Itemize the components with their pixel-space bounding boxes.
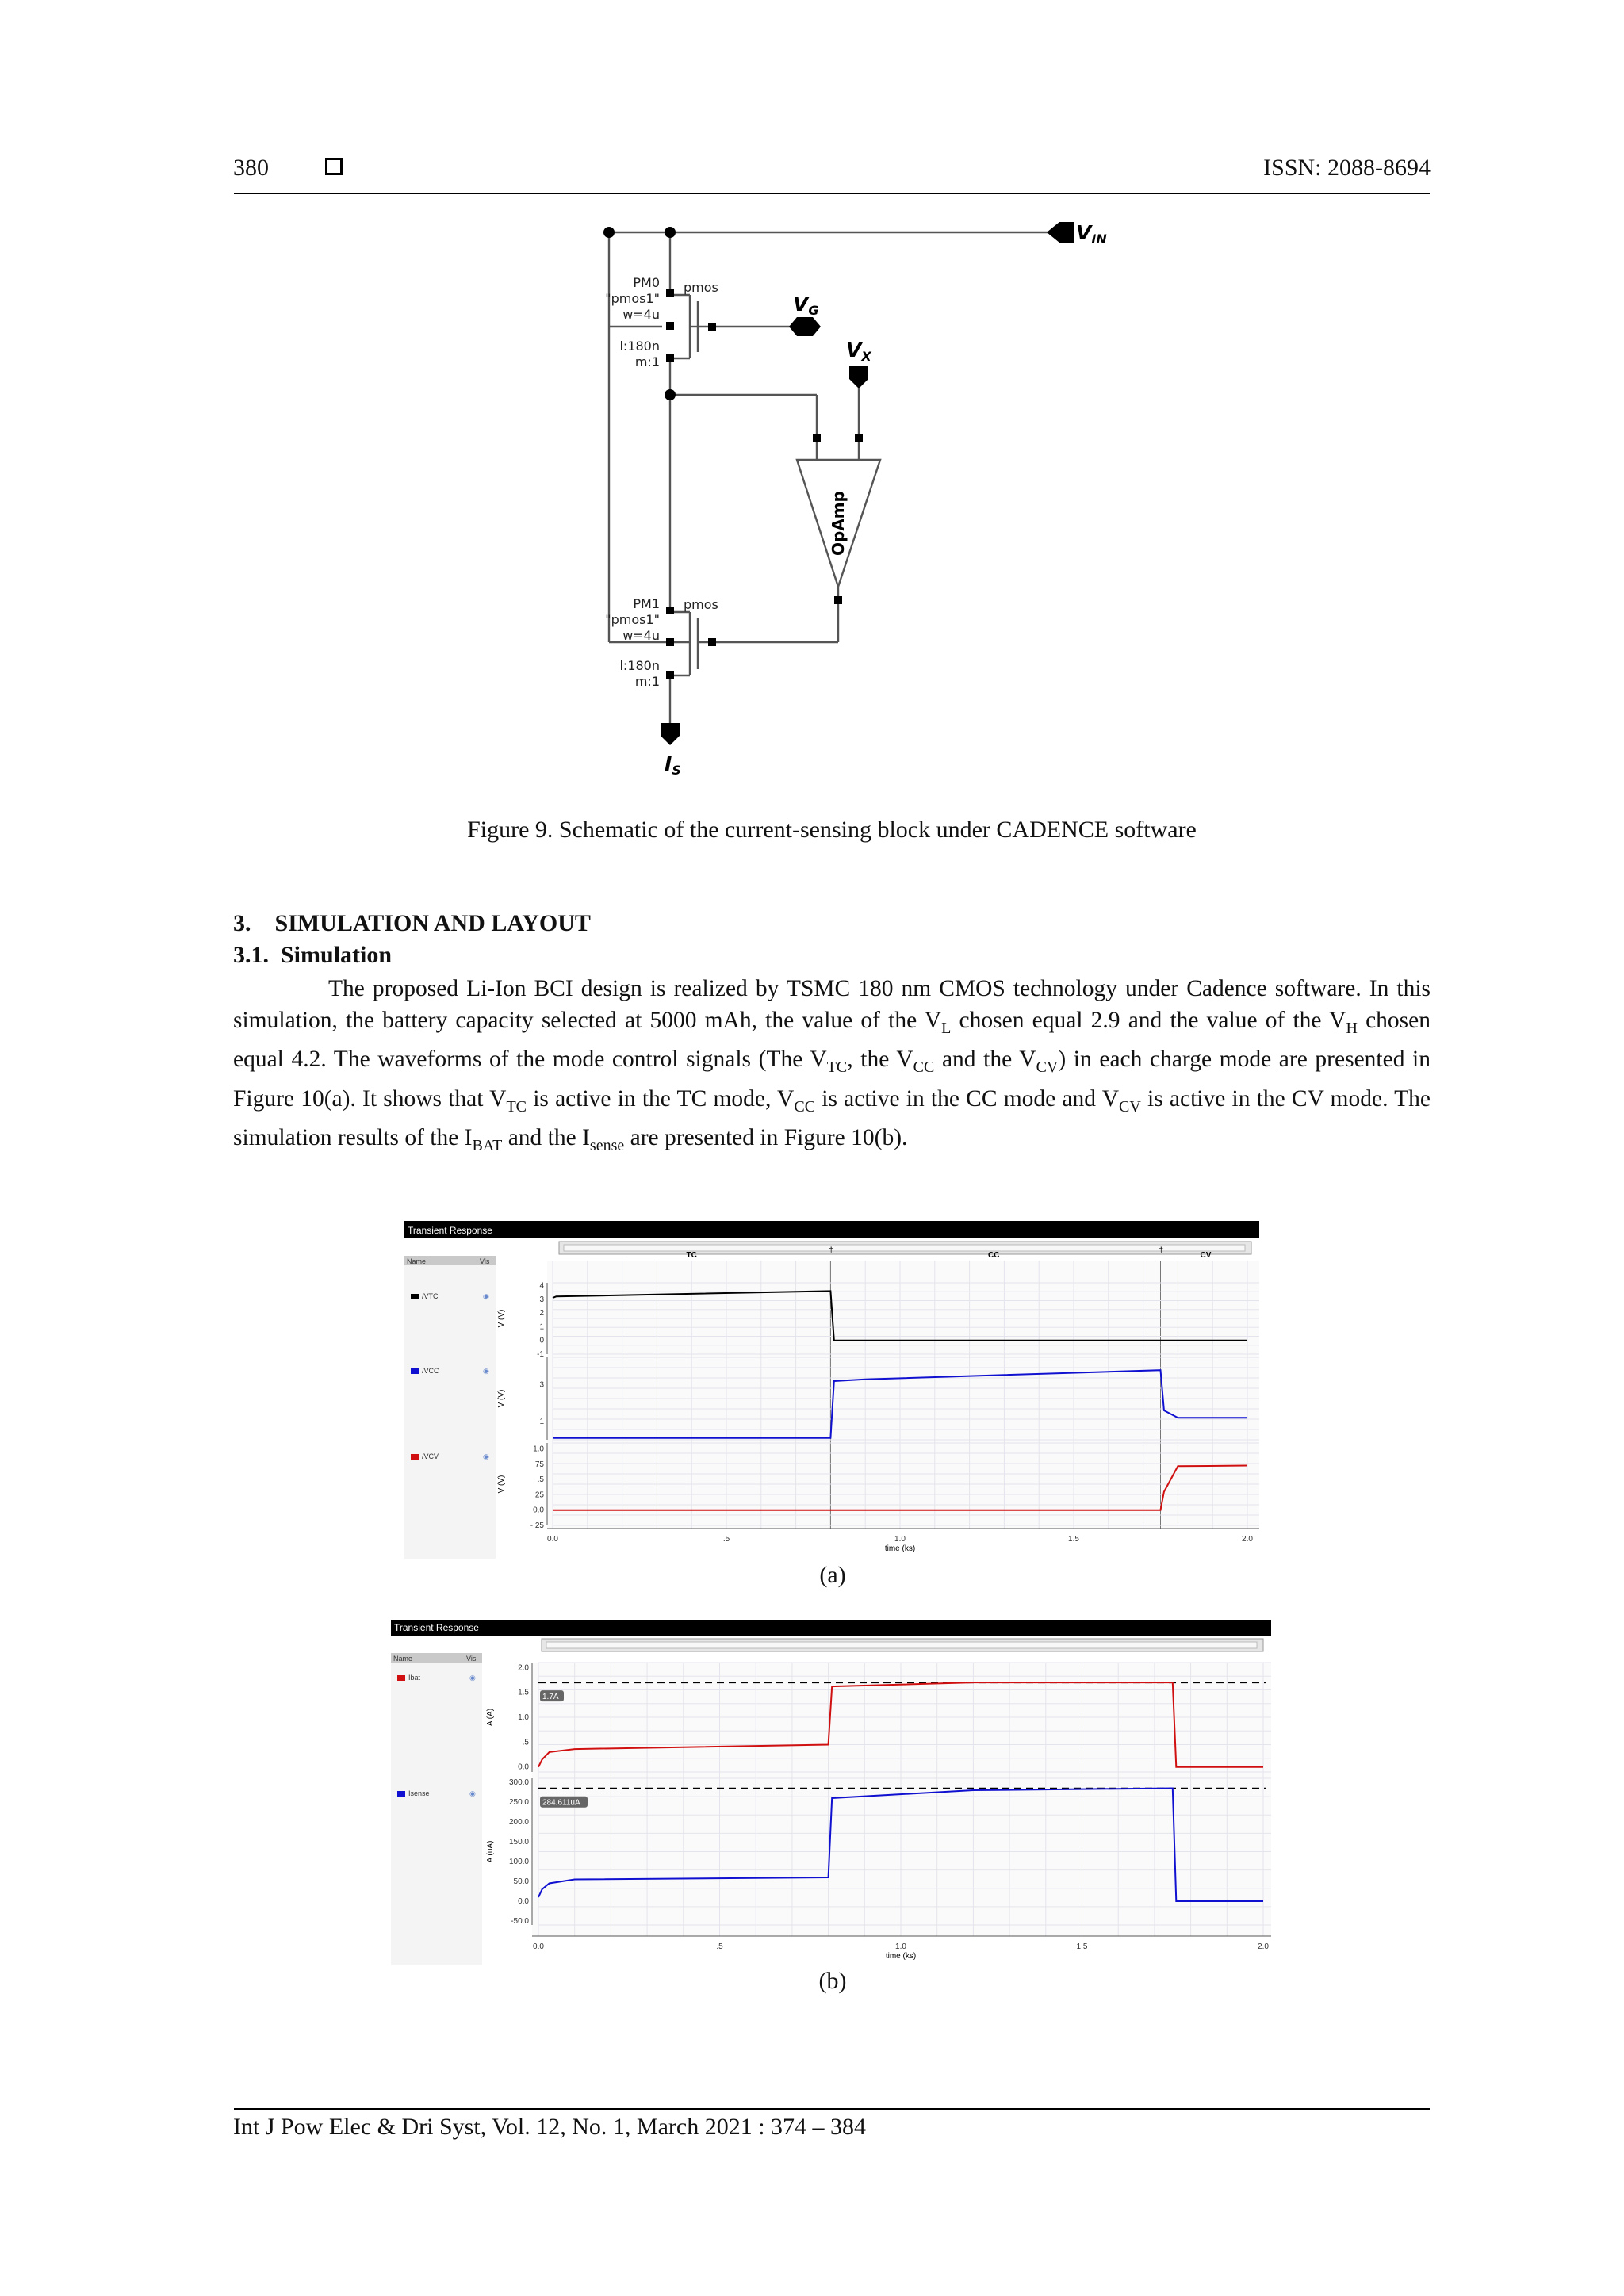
legend-swatch: [411, 1368, 419, 1374]
paragraph-subscript: sense: [589, 1136, 625, 1154]
y-tick-label: 50.0: [513, 1877, 529, 1886]
vg-label: $V_G$: [793, 293, 819, 318]
scrollbar-thumb: [564, 1245, 1245, 1251]
paragraph-text: The proposed Li-Ion BCI design is realized by TSMC 180 nm CMOS technology under Cadence software. In this simulation, the battery capacity selected at 5000 mAh, the value of the V: [233, 976, 1431, 1033]
y-tick-label: -1: [537, 1350, 544, 1359]
paragraph-text: and the I: [502, 1125, 590, 1151]
x-tick-label: 0.0: [533, 1942, 544, 1951]
figure10b-chart: [391, 1620, 1271, 1965]
list-header-vis: Vis: [480, 1257, 490, 1265]
marker-label: 284.611uA: [542, 1798, 580, 1808]
pm1-m: m:1: [634, 674, 660, 689]
scroll-marker: †: [1159, 1246, 1164, 1255]
node-dot: [665, 389, 676, 400]
vin-label: $V_{IN}$: [1076, 221, 1107, 247]
visibility-eye-icon: ◉: [483, 1452, 489, 1460]
subsection-heading: 3.1. Simulation: [233, 942, 393, 968]
y-tick-label: 100.0: [508, 1858, 529, 1866]
y-tick-label: 3: [539, 1295, 544, 1304]
paragraph-text: is active in the CC mode and V: [815, 1085, 1120, 1112]
issn: ISSN: 2088-8694: [1263, 155, 1431, 181]
node-dot: [665, 227, 676, 238]
legend-swatch: [411, 1294, 419, 1299]
figure10b-caption: (b): [818, 1968, 847, 1994]
x-tick-label: 1.5: [1076, 1942, 1088, 1951]
y-tick-label: -.25: [530, 1521, 544, 1530]
is-pin-icon: [661, 723, 680, 745]
pm0-model: "pmos1": [605, 291, 660, 306]
panel-title-bar: [404, 1221, 1259, 1238]
pm1-type: pmos: [684, 597, 718, 612]
signal-list-panel: [404, 1256, 496, 1559]
paragraph-subscript: BAT: [472, 1136, 503, 1154]
y-tick-label: -50.0: [511, 1917, 529, 1926]
y-tick-label: 3: [539, 1380, 544, 1390]
pm1-model: "pmos1": [605, 612, 660, 627]
paragraph-text: and the V: [934, 1047, 1036, 1073]
y-tick-label: 150.0: [508, 1838, 529, 1846]
x-axis-label: time (ks): [884, 1544, 916, 1553]
y-tick-label: 0: [539, 1336, 544, 1345]
paragraph-subscript: CC: [794, 1097, 816, 1115]
marker-label: 1.7A: [542, 1693, 559, 1702]
legend-label: Isense: [408, 1789, 430, 1797]
legend-label: /VCV: [422, 1452, 439, 1460]
vg-pin-icon: [789, 317, 821, 336]
visibility-eye-icon: ◉: [483, 1292, 489, 1300]
paragraph-subscript: L: [941, 1019, 952, 1037]
x-tick-label: 0.0: [547, 1535, 558, 1544]
footer-rule: [234, 2108, 1430, 2110]
list-header-name: Name: [393, 1655, 413, 1663]
pm0-name: PM0: [633, 275, 660, 290]
x-tick-label: 1.0: [895, 1942, 906, 1951]
legend-label: /VTC: [422, 1292, 439, 1300]
y-tick-label: 1: [539, 1322, 544, 1332]
x-tick-label: 2.0: [1258, 1942, 1269, 1951]
y-axis-label: V (V): [497, 1389, 506, 1408]
paragraph-text: is active in the CV mode. The simulation results of the I: [233, 1085, 1431, 1151]
y-tick-label: 1.0: [533, 1445, 544, 1454]
panel-title: Transient Response: [394, 1622, 479, 1633]
pm0-w: w=4u: [622, 307, 660, 322]
signal-list-panel: [391, 1653, 482, 1965]
scroll-marker: †: [829, 1246, 833, 1255]
y-tick-label: 1.5: [518, 1688, 529, 1697]
opamp-label: OpAmp: [829, 491, 848, 556]
is-label: $I_S$: [665, 752, 681, 778]
y-tick-label: 2.0: [518, 1663, 529, 1673]
vx-pin-icon: [849, 366, 868, 388]
y-axis-label: V (V): [497, 1475, 506, 1494]
y-tick-label: 0.0: [533, 1506, 544, 1515]
x-tick-label: 1.0: [894, 1535, 906, 1544]
legend-swatch: [397, 1791, 405, 1797]
paragraph-subscript: CC: [913, 1058, 935, 1076]
y-tick-label: .5: [522, 1738, 529, 1747]
y-tick-label: 1.0: [518, 1713, 529, 1722]
legend-label: /VCC: [422, 1367, 439, 1375]
region-label: CV: [1200, 1251, 1212, 1260]
paragraph-text: chosen equal 4.2. The waveforms of the mode control signals (The V: [233, 1007, 1431, 1073]
pm1-name: PM1: [633, 596, 660, 611]
pm0-type: pmos: [684, 280, 718, 295]
y-tick-label: 250.0: [508, 1798, 529, 1807]
scrollbar-thumb: [546, 1642, 1257, 1648]
x-tick-label: .5: [722, 1535, 730, 1544]
node-dot: [603, 227, 615, 238]
list-header-vis: Vis: [466, 1655, 477, 1663]
paragraph-subscript: TC: [826, 1058, 848, 1076]
visibility-eye-icon: ◉: [483, 1367, 489, 1375]
pm0-m: m:1: [634, 354, 660, 369]
pm0-l: l:180n: [619, 339, 660, 354]
figure9-caption: Figure 9. Schematic of the current-sensing block under CADENCE software: [467, 817, 1197, 843]
figure10a-chart: [404, 1221, 1259, 1559]
x-axis-label: time (ks): [885, 1952, 917, 1961]
visibility-eye-icon: ◉: [469, 1789, 476, 1797]
section-heading: 3. SIMULATION AND LAYOUT: [233, 910, 591, 936]
footer-citation: Int J Pow Elec & Dri Syst, Vol. 12, No. 1, March 2021 : 374 – 384: [233, 2114, 867, 2140]
pm1-l: l:180n: [619, 658, 660, 673]
paragraph-text: are presented in Figure 10(b).: [624, 1125, 908, 1151]
y-tick-label: 1: [539, 1417, 544, 1426]
y-tick-label: .5: [537, 1475, 544, 1485]
vx-label: $V_X$: [846, 339, 871, 364]
y-axis-label: A (A): [486, 1708, 495, 1727]
x-tick-label: 2.0: [1242, 1535, 1253, 1544]
y-tick-label: .75: [533, 1460, 544, 1469]
y-tick-label: 300.0: [508, 1778, 529, 1787]
panel-title: Transient Response: [408, 1225, 492, 1236]
y-tick-label: .25: [533, 1490, 544, 1500]
y-tick-label: 0.0: [518, 1897, 529, 1906]
body-paragraph: [233, 974, 1431, 1162]
pm1-w: w=4u: [622, 628, 660, 643]
paragraph-text: ) in each charge mode are presented in Figure 10(a). It shows that V: [233, 1047, 1431, 1112]
figure9-schematic: [0, 0, 1624, 793]
legend-label: Ibat: [408, 1674, 421, 1682]
y-tick-label: 4: [539, 1281, 544, 1291]
y-tick-label: 2: [539, 1309, 544, 1318]
paragraph-subscript: CV: [1119, 1097, 1141, 1115]
list-header-name: Name: [407, 1257, 427, 1265]
y-tick-label: 0.0: [518, 1762, 529, 1772]
paragraph-subscript: H: [1346, 1019, 1358, 1037]
paragraph-subscript: TC: [506, 1097, 527, 1115]
paragraph-text: , the V: [847, 1047, 914, 1073]
legend-swatch: [397, 1675, 405, 1681]
panel-title-bar: [391, 1620, 1271, 1636]
y-axis-label: V (V): [497, 1309, 506, 1328]
figure10a-caption: (a): [819, 1562, 846, 1588]
vin-pin-icon: [1047, 222, 1074, 243]
legend-swatch: [411, 1454, 419, 1460]
visibility-eye-icon: ◉: [469, 1674, 476, 1682]
page-number: 380: [233, 155, 269, 181]
paragraph-subscript: CV: [1036, 1058, 1059, 1076]
x-tick-label: 1.5: [1068, 1535, 1079, 1544]
y-tick-label: 200.0: [508, 1818, 529, 1827]
paragraph-text: chosen equal 2.9 and the value of the V: [951, 1007, 1346, 1033]
x-tick-label: .5: [716, 1942, 723, 1951]
region-label: CC: [988, 1251, 1000, 1260]
region-label: TC: [686, 1251, 697, 1260]
paragraph-text: is active in the TC mode, V: [527, 1085, 795, 1112]
y-axis-label: A (uA): [486, 1840, 495, 1863]
